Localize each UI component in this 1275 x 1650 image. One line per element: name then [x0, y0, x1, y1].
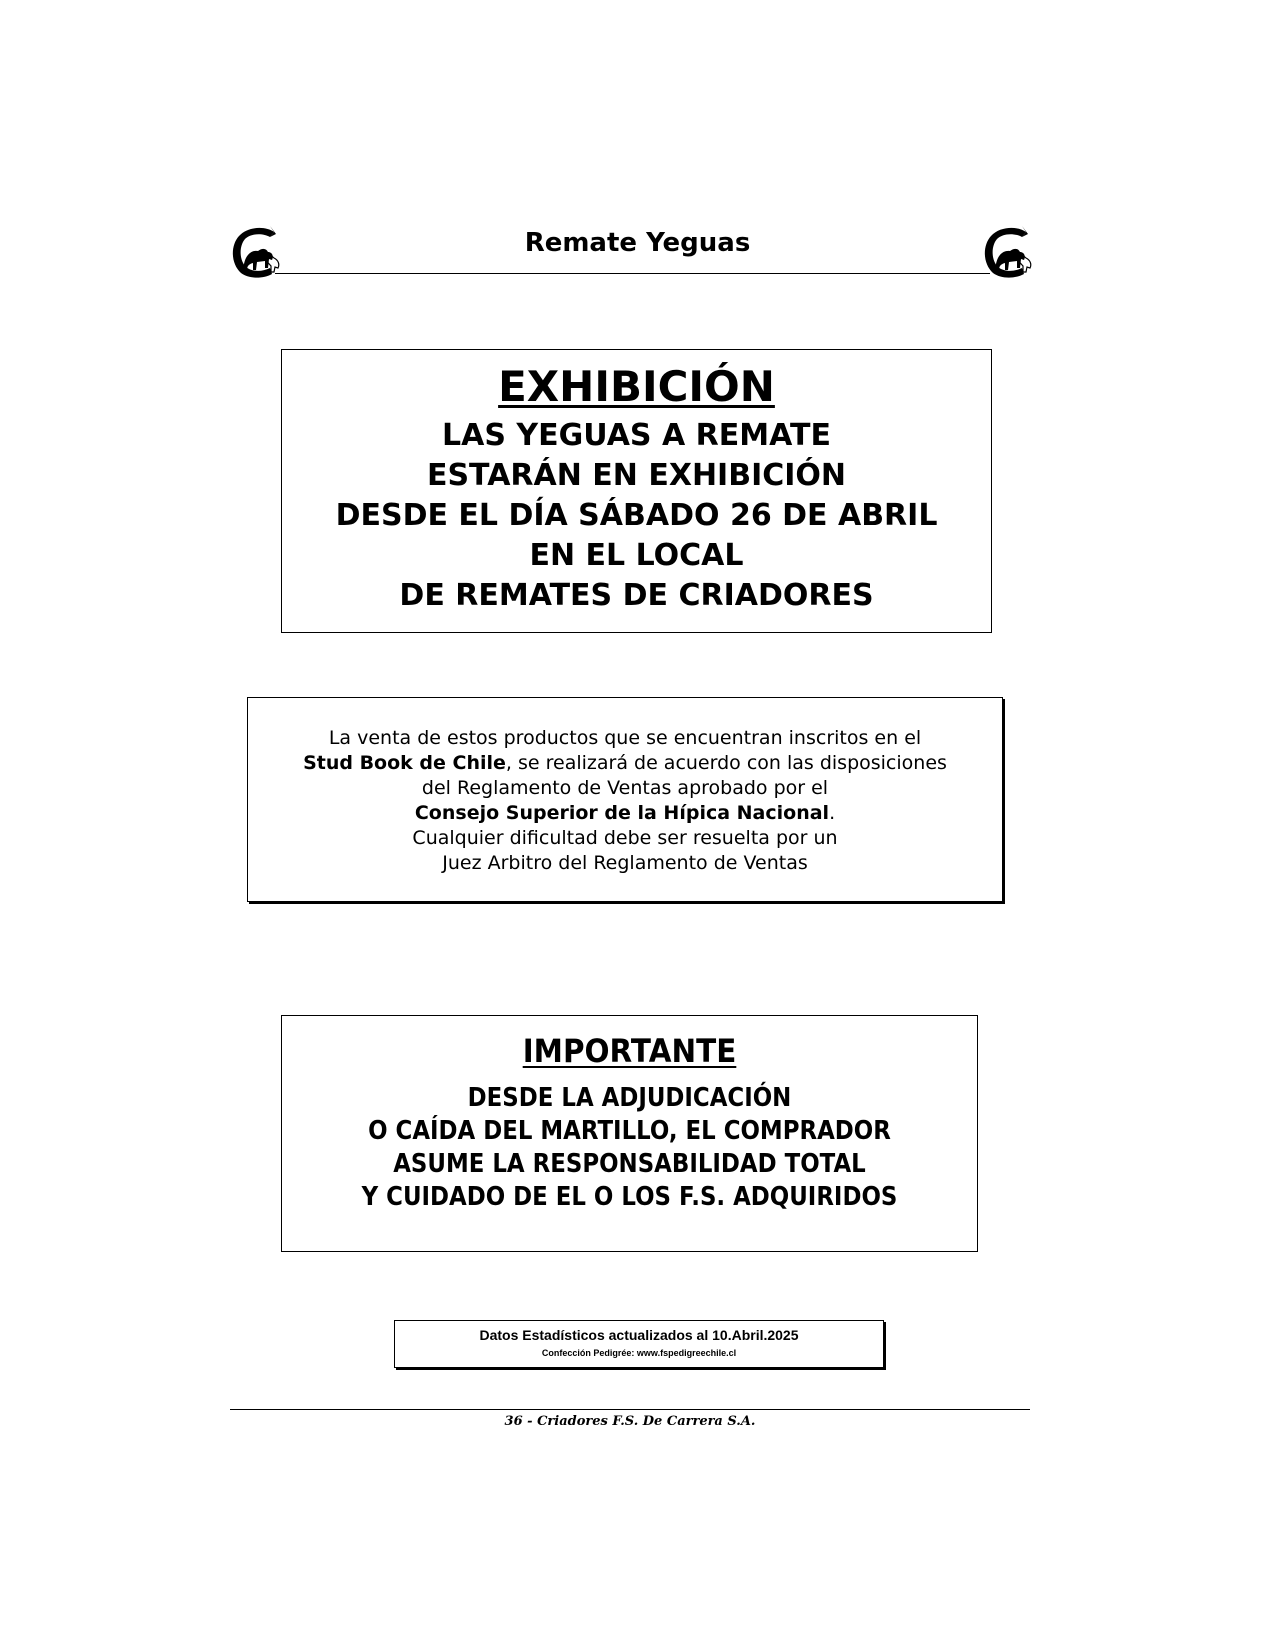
- exhibicion-line: LAS YEGUAS A REMATE: [442, 418, 831, 453]
- venta-line: [248, 751, 1002, 776]
- stud-book-name: Stud Book de Chile: [303, 752, 506, 774]
- exhibicion-line: DESDE EL DÍA SÁBADO 26 DE ABRIL: [335, 498, 938, 533]
- importante-line: ASUME LA RESPONSABILIDAD TOTAL: [393, 1149, 866, 1179]
- venta-line-rest: , se realizará de acuerdo con las disposiciones: [505, 752, 947, 774]
- exhibicion-line: ESTARÁN EN EXHIBICIÓN: [426, 458, 847, 493]
- importante-box: [281, 1015, 978, 1252]
- venta-line: del Reglamento de Ventas aprobado por el: [421, 777, 829, 799]
- exhibicion-lines: [282, 416, 991, 616]
- venta-line: La venta de estos productos que se encuentran inscritos en el: [328, 727, 922, 749]
- venta-text: [248, 726, 1002, 876]
- exhibicion-box: [281, 349, 992, 633]
- importante-line: O CAÍDA DEL MARTILLO, EL COMPRADOR: [368, 1116, 891, 1146]
- exhibicion-line: EN EL LOCAL: [529, 538, 744, 573]
- venta-line: [248, 801, 1002, 826]
- importante-title: IMPORTANTE: [522, 1032, 737, 1070]
- pedigree-credit: Confección Pedigrée: www.fspedigreechile.cl: [541, 1348, 737, 1358]
- venta-box: [247, 697, 1003, 902]
- exhibicion-line: DE REMATES DE CRIADORES: [399, 578, 874, 613]
- venta-line-rest: .: [829, 802, 836, 824]
- datos-box: [394, 1320, 884, 1368]
- importante-line: Y CUIDADO DE EL O LOS F.S. ADQUIRIDOS: [361, 1182, 898, 1212]
- importante-line: DESDE LA ADJUDICACIÓN: [467, 1083, 792, 1113]
- venta-line: Cualquier dificultad debe ser resuelta por un: [412, 827, 838, 849]
- header-divider: [275, 273, 990, 274]
- page-footer: 36 - Criadores F.S. De Carrera S.A.: [504, 1414, 756, 1429]
- venta-line: Juez Arbitro del Reglamento de Ventas: [442, 852, 808, 874]
- consejo-name: Consejo Superior de la Hípica Nacional: [414, 802, 830, 824]
- importante-lines: [282, 1082, 977, 1214]
- datos-update-text: Datos Estadísticos actualizados al 10.Abril.2025: [479, 1327, 799, 1343]
- page-title: Remate Yeguas: [524, 228, 751, 258]
- footer-divider: [230, 1409, 1030, 1410]
- exhibicion-title: EXHIBICIÓN: [498, 362, 775, 411]
